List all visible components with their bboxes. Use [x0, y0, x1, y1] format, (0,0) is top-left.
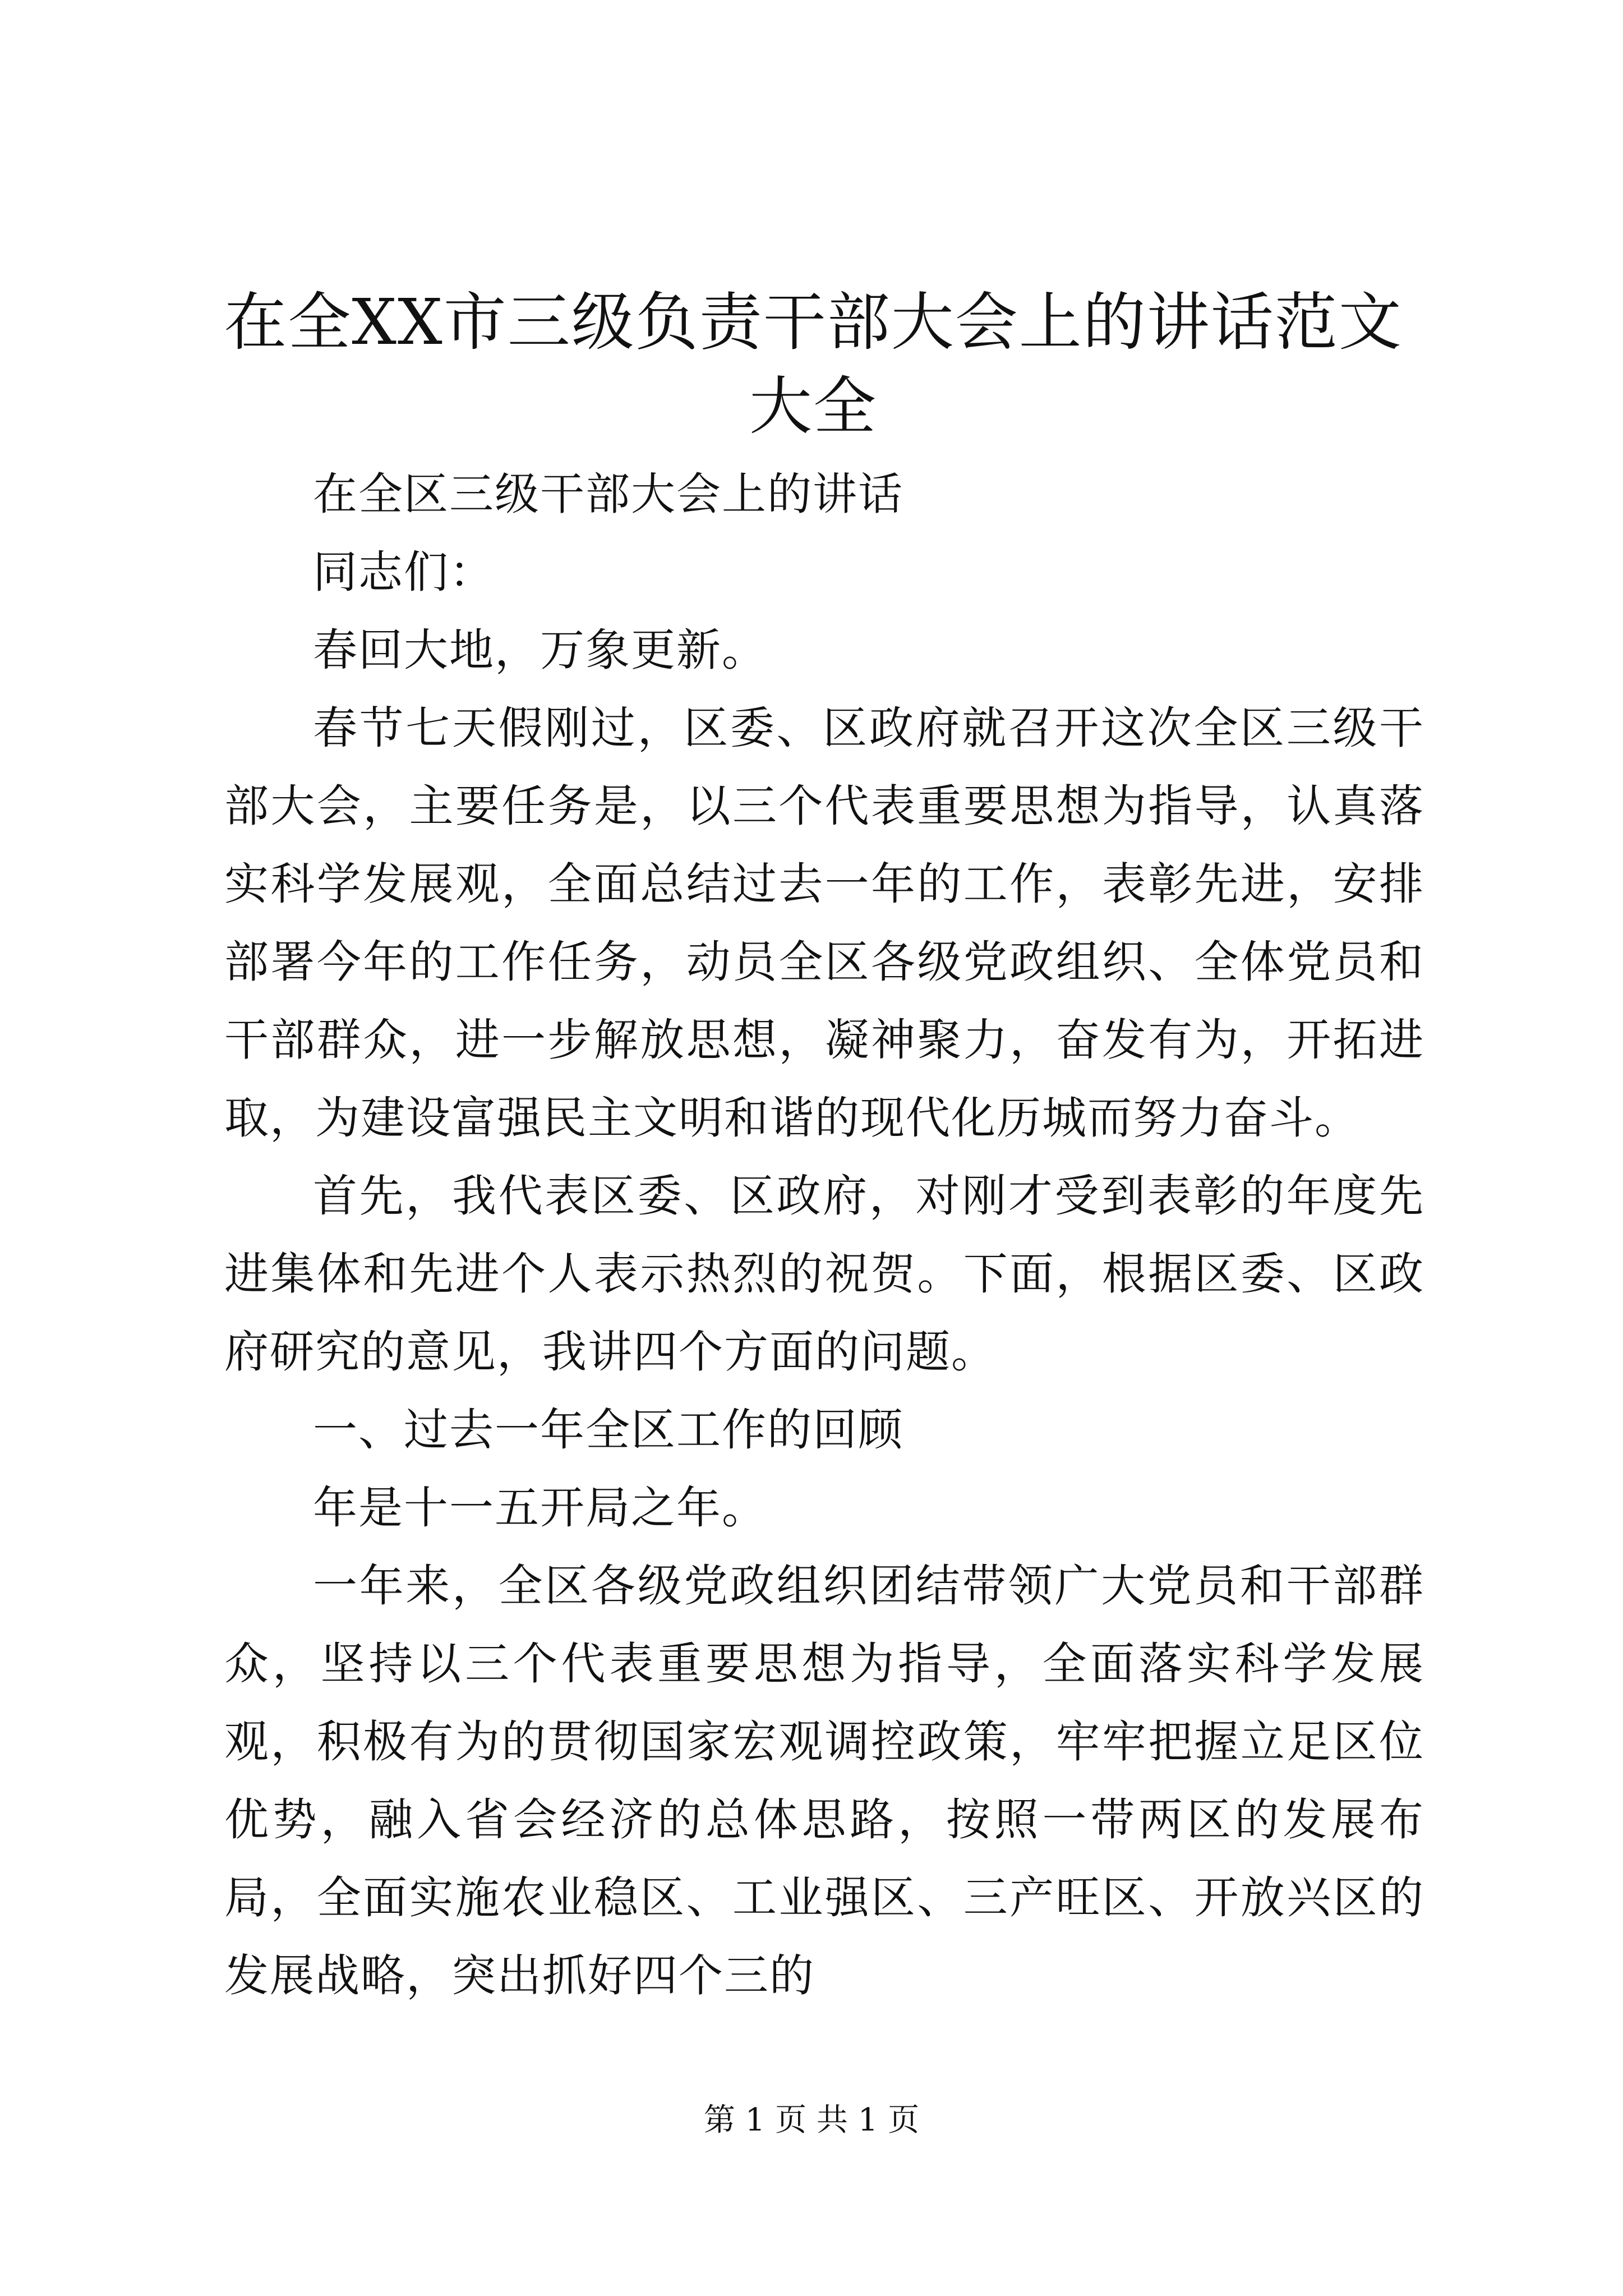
document-title: 在全XX市三级负责干部大会上的讲话范文大全: [224, 286, 1403, 443]
paragraph: 春节七天假刚过，区委、区政府就召开这次全区三级干部大会，主要任务是，以三个代表重要思想为指导，认真落实科学发展观，全面总结过去一年的工作，表彰先进，安排部署今年的工作任务，动员全区各级党政组织、全体党员和干部群众，进一步解放思想，凝神聚力，奋发有为，开拓进取，为建设富强民主文明和谐的现代化历城而努力奋斗。: [224, 702, 1424, 1144]
page-footer: 第 1 页 共 1 页: [703, 2102, 920, 2138]
paragraph: 一年来，全区各级党政组织团结带领广大党员和干部群众，坚持以三个代表重要思想为指导，全面落实科学发展观，积极有为的贯彻国家宏观调控政策，牢牢把握立足区位优势，融入省会经济的总体思路，按照一带两区的发展布局，全面实施农业稳区、工业强区、三产旺区、开放兴区的发展战略，突出抓好四个三的: [224, 1560, 1424, 2001]
speech-heading: 在全区三级干部大会上的讲话: [313, 468, 903, 520]
paragraph: 首先，我代表区委、区政府，对刚才受到表彰的年度先进集体和先进个人表示热烈的祝贺。下面，根据区委、区政府研究的意见，我讲四个方面的问题。: [224, 1170, 1424, 1378]
paragraph: 年是十一五开局之年。: [313, 1482, 767, 1534]
paragraph: 春回大地，万象更新。: [313, 624, 767, 676]
salutation: 同志们：: [313, 546, 495, 598]
document-body: [224, 455, 1424, 2015]
section-heading: 一、过去一年全区工作的回顾: [313, 1404, 903, 1456]
